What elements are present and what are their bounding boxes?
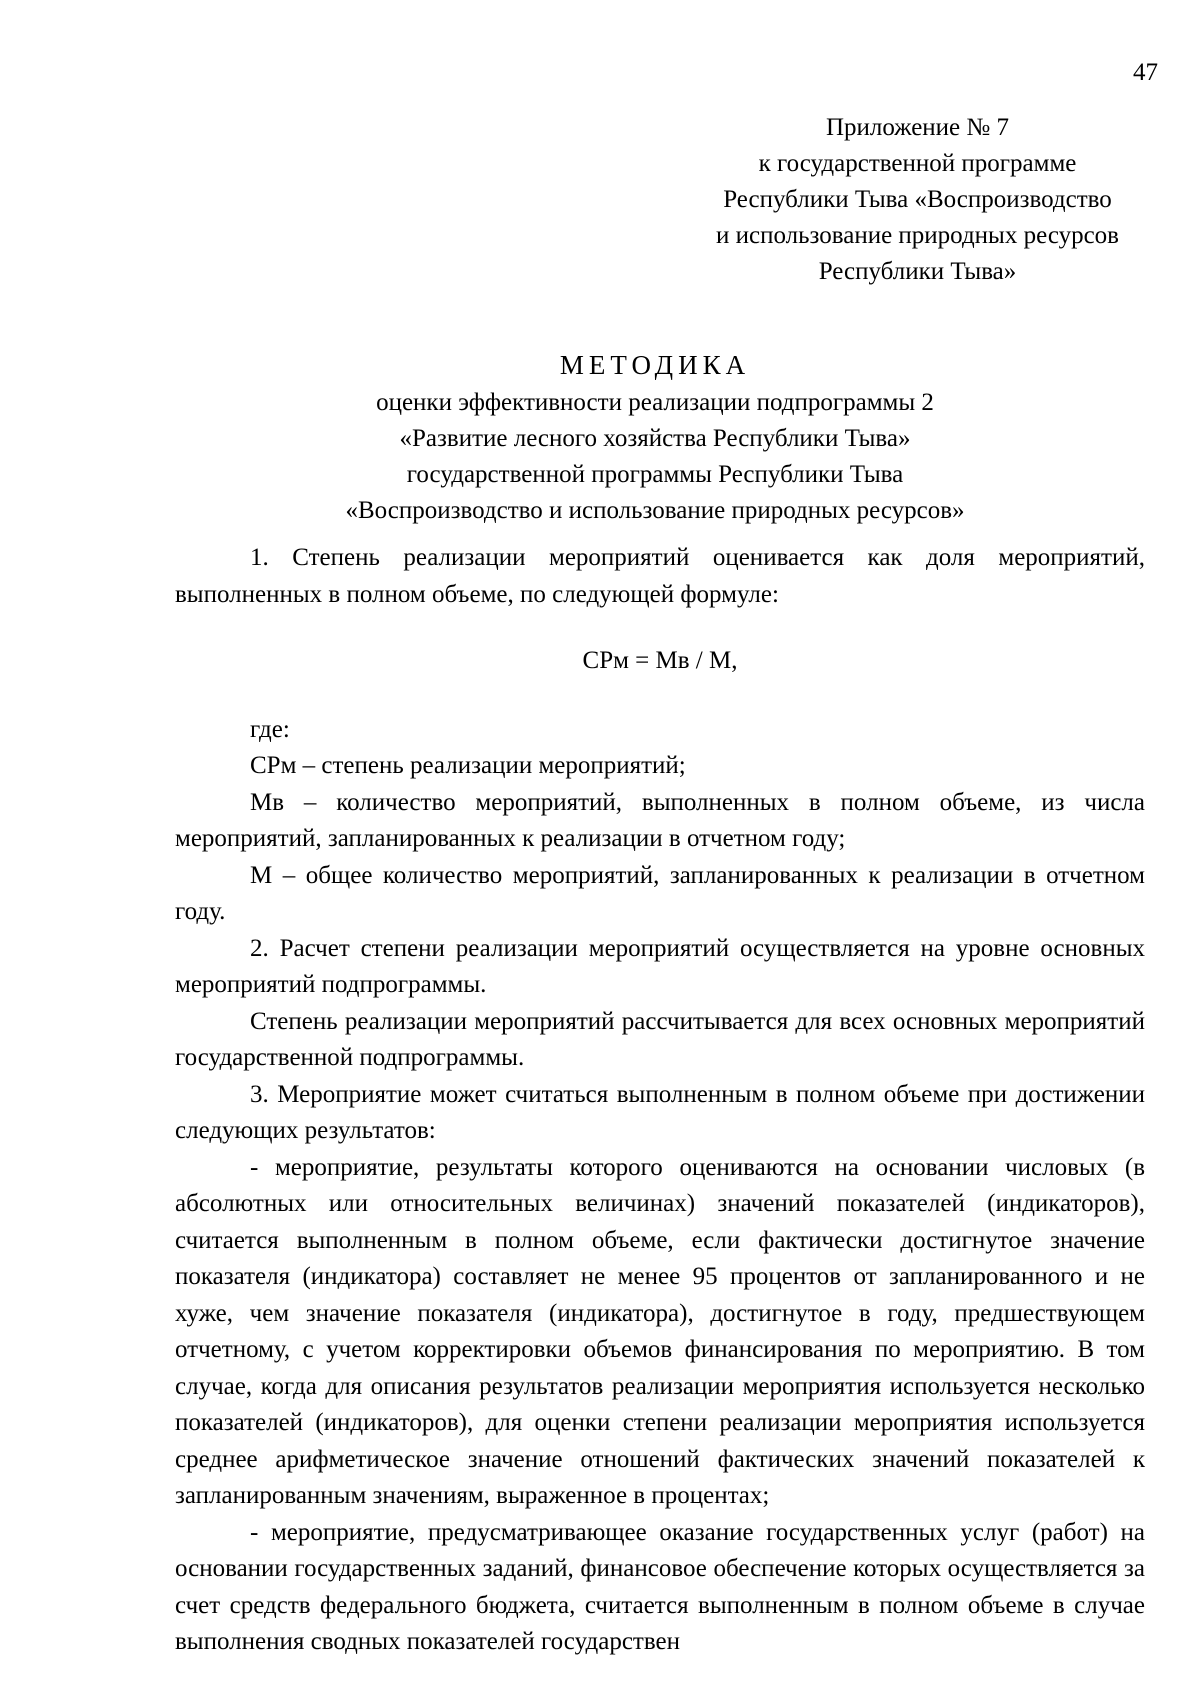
title-heading: МЕТОДИКА <box>559 350 751 380</box>
paragraph-4: 3. Мероприятие может считаться выполненным в полном объеме при достижении следующих результатов: <box>175 1080 1145 1144</box>
appendix-line: Приложение № 7 <box>825 114 1010 141</box>
definition-m: М – общее количество мероприятий, запланированных к реализации в отчетном году. <box>175 861 1145 925</box>
title-subtitle-line: оценки эффективности реализации подпрограммы 2 <box>376 389 934 416</box>
appendix-header <box>690 110 1145 290</box>
title-subtitle-line: «Воспроизводство и использование природных ресурсов» <box>345 497 965 524</box>
document-title <box>160 345 1150 529</box>
paragraph-1: 1. Степень реализации мероприятий оценивается как доля мероприятий, выполненных в полном объеме, по следующей формуле: <box>175 544 1145 608</box>
formula: СРм = Мв / М, <box>582 647 738 674</box>
paragraph-2: 2. Расчет степени реализации мероприятий осуществляется на уровне основных мероприятий подпрограммы. <box>175 934 1145 998</box>
appendix-line: и использование природных ресурсов <box>715 222 1119 249</box>
page-number: 47 <box>1133 59 1158 86</box>
definition-mv: Мв – количество мероприятий, выполненных в полном объеме, из числа мероприятий, запланированных к реализации в отчетном году; <box>175 788 1145 852</box>
definition-srm: СРм – степень реализации мероприятий; <box>250 752 686 779</box>
title-subtitle-line: «Развитие лесного хозяйства Республики Тыва» <box>399 425 911 452</box>
appendix-line: Республики Тыва «Воспроизводство <box>723 186 1112 213</box>
where-label: где: <box>250 715 290 743</box>
paragraph-5: - мероприятие, результаты которого оцениваются на основании числовых (в абсолютных или относительных величинах) значений показателей (индикаторов), считается выполненным в полном объеме, если фактически достигнутое значение показателя (индикатора) составляет не менее 95 процентов от запланированного и не хуже, чем значение показателя (индикатора), достигнутое в году, предшествующем отчетному, с учетом корректировки объемов финансирования по мероприятию. В том случае, когда для описания результатов реализации мероприятия используется несколько показателей (индикаторов), для оценки степени реализации мероприятия используется среднее арифметическое значение отношений фактических значений показателей к запланированным значениям, выраженное в процентах; <box>175 1153 1145 1509</box>
paragraph-3: Степень реализации мероприятий рассчитывается для всех основных мероприятий государственной подпрограммы. <box>175 1007 1145 1071</box>
appendix-line: к государственной программе <box>758 150 1077 177</box>
document-body <box>175 540 1145 1661</box>
paragraph-6: - мероприятие, предусматривающее оказание государственных услуг (работ) на основании государственных заданий, финансовое обеспечение которых осуществляется за счет средств федерального бюджета, считается выполненным в полном объеме в случае выполнения сводных показателей государствен <box>175 1518 1145 1655</box>
appendix-line: Республики Тыва» <box>818 258 1017 285</box>
title-subtitle-line: государственной программы Республики Тыва <box>406 461 904 488</box>
